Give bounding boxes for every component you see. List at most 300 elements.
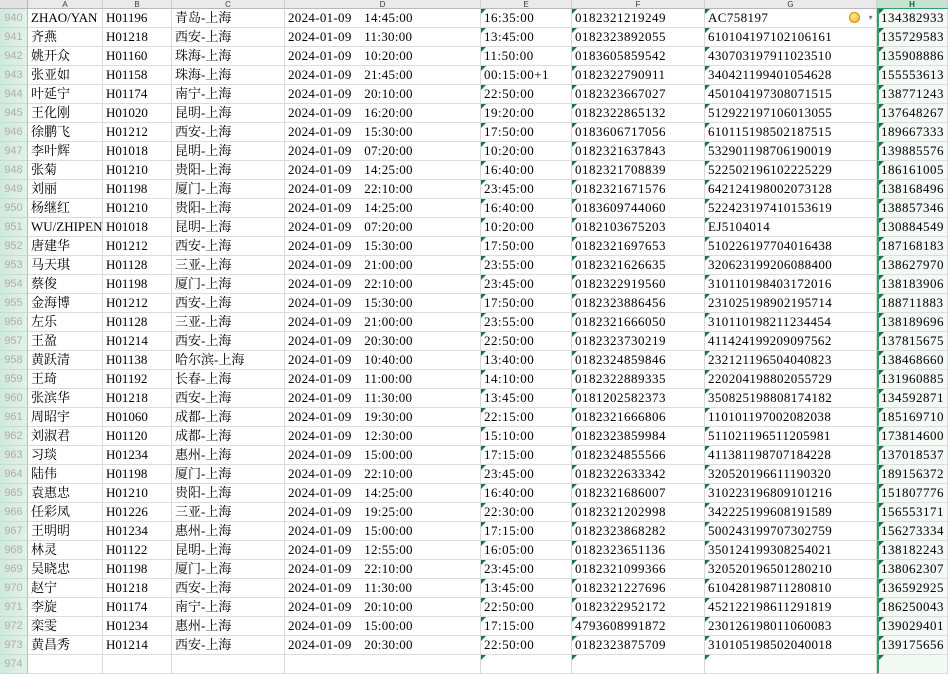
cell-ticket-number[interactable] (572, 503, 705, 522)
warning-dropdown-icon[interactable]: ▾ (868, 13, 873, 22)
row-header[interactable]: 940 (0, 9, 28, 28)
cell-phone-number[interactable] (877, 237, 948, 256)
cell-departure-datetime[interactable]: 2024-01-09 20:10:00 (285, 85, 481, 104)
cell-route[interactable]: 南宁-上海 (172, 598, 285, 617)
cell-departure-datetime[interactable]: 2024-01-09 21:00:00 (285, 256, 481, 275)
row-header[interactable]: 952 (0, 237, 28, 256)
cell-phone-number[interactable] (877, 218, 948, 237)
cell-departure-datetime[interactable]: 2024-01-09 11:30:00 (285, 389, 481, 408)
cell-phone-number[interactable] (877, 503, 948, 522)
cell-flight-number[interactable]: H01122 (103, 541, 172, 560)
row-header[interactable]: 947 (0, 142, 28, 161)
cell-phone-number[interactable] (877, 123, 948, 142)
cell-ticket-number[interactable] (572, 465, 705, 484)
column-header-a[interactable]: A (28, 0, 103, 9)
row-header[interactable]: 958 (0, 351, 28, 370)
cell-arrival-time[interactable] (481, 104, 572, 123)
cell-route[interactable]: 厦门-上海 (172, 180, 285, 199)
cell-arrival-time[interactable] (481, 47, 572, 66)
cell-flight-number[interactable]: H01218 (103, 389, 172, 408)
cell-departure-datetime[interactable]: 2024-01-09 07:20:00 (285, 142, 481, 161)
cell-route[interactable]: 厦门-上海 (172, 275, 285, 294)
row-header[interactable]: 972 (0, 617, 28, 636)
row-header[interactable]: 963 (0, 446, 28, 465)
row-header[interactable]: 968 (0, 541, 28, 560)
cell-passenger-name[interactable]: 王琦 (28, 370, 103, 389)
cell-flight-number[interactable]: H01196 (103, 9, 172, 28)
cell-route[interactable]: 昆明-上海 (172, 541, 285, 560)
cell-ticket-number[interactable] (572, 541, 705, 560)
cell-passenger-name[interactable]: 刘丽 (28, 180, 103, 199)
cell-flight-number[interactable]: H01128 (103, 313, 172, 332)
row-header[interactable]: 954 (0, 275, 28, 294)
cell-passenger-name[interactable]: 左乐 (28, 313, 103, 332)
row-header[interactable]: 961 (0, 408, 28, 427)
cell-id-number[interactable] (705, 237, 877, 256)
cell-arrival-time[interactable] (481, 598, 572, 617)
cell-ticket-number[interactable] (572, 237, 705, 256)
cell-phone-number[interactable] (877, 560, 948, 579)
cell-arrival-time[interactable] (481, 446, 572, 465)
cell-route[interactable]: 西安-上海 (172, 389, 285, 408)
cell-flight-number[interactable]: H01198 (103, 275, 172, 294)
cell-flight-number[interactable]: H01138 (103, 351, 172, 370)
row-header[interactable]: 974 (0, 655, 28, 674)
cell-flight-number[interactable]: H01174 (103, 598, 172, 617)
cell-passenger-name[interactable]: WU/ZHIPEN (28, 218, 103, 237)
cell-route[interactable]: 贵阳-上海 (172, 484, 285, 503)
cell-id-number[interactable] (705, 275, 877, 294)
cell-phone-number[interactable] (877, 579, 948, 598)
cell-route[interactable]: 惠州-上海 (172, 522, 285, 541)
cell-phone-number[interactable] (877, 617, 948, 636)
cell-id-number[interactable] (705, 142, 877, 161)
row-header[interactable]: 956 (0, 313, 28, 332)
cell-id-number[interactable] (705, 104, 877, 123)
cell-arrival-time[interactable] (481, 85, 572, 104)
select-all-corner[interactable] (0, 0, 28, 9)
cell-ticket-number[interactable] (572, 617, 705, 636)
cell-flight-number[interactable]: H01234 (103, 522, 172, 541)
cell-departure-datetime[interactable]: 2024-01-09 20:30:00 (285, 636, 481, 655)
cell-ticket-number[interactable] (572, 351, 705, 370)
cell-route[interactable]: 西安-上海 (172, 636, 285, 655)
cell-departure-datetime[interactable]: 2024-01-09 15:00:00 (285, 522, 481, 541)
cell-ticket-number[interactable] (572, 142, 705, 161)
row-header[interactable]: 951 (0, 218, 28, 237)
cell-phone-number[interactable] (877, 199, 948, 218)
cell-departure-datetime[interactable]: 2024-01-09 12:55:00 (285, 541, 481, 560)
cell-passenger-name[interactable]: ZHAO/YAN (28, 9, 103, 28)
cell-passenger-name[interactable]: 姚开众 (28, 47, 103, 66)
cell-arrival-time[interactable] (481, 256, 572, 275)
cell-route[interactable]: 珠海-上海 (172, 47, 285, 66)
cell-route[interactable]: 西安-上海 (172, 332, 285, 351)
cell-route[interactable]: 贵阳-上海 (172, 161, 285, 180)
cell-departure-datetime[interactable]: 2024-01-09 11:30:00 (285, 579, 481, 598)
cell-arrival-time[interactable] (481, 370, 572, 389)
cell-ticket-number[interactable] (572, 522, 705, 541)
cell-ticket-number[interactable] (572, 636, 705, 655)
cell-passenger-name[interactable]: 叶延宁 (28, 85, 103, 104)
cell-passenger-name[interactable]: 张亚如 (28, 66, 103, 85)
cell-flight-number[interactable]: H01198 (103, 560, 172, 579)
cell-ticket-number[interactable] (572, 427, 705, 446)
cell-passenger-name[interactable]: 王盈 (28, 332, 103, 351)
cell-id-number[interactable] (705, 370, 877, 389)
cell-phone-number[interactable] (877, 484, 948, 503)
cell-id-number[interactable] (705, 598, 877, 617)
cell-departure-datetime[interactable]: 2024-01-09 11:30:00 (285, 28, 481, 47)
cell-ticket-number[interactable] (572, 370, 705, 389)
cell-passenger-name[interactable]: 陆伟 (28, 465, 103, 484)
cell-id-number[interactable] (705, 256, 877, 275)
cell-phone-number[interactable] (877, 332, 948, 351)
cell-id-number[interactable] (705, 47, 877, 66)
cell-passenger-name[interactable]: 黄跃清 (28, 351, 103, 370)
cell-phone-number[interactable] (877, 47, 948, 66)
cell-phone-number[interactable] (877, 313, 948, 332)
cell-id-number[interactable] (705, 313, 877, 332)
cell-passenger-name[interactable]: 任彩凤 (28, 503, 103, 522)
cell-flight-number[interactable]: H01234 (103, 446, 172, 465)
cell-flight-number[interactable]: H01212 (103, 237, 172, 256)
cell-route[interactable] (172, 655, 285, 674)
cell-departure-datetime[interactable]: 2024-01-09 07:20:00 (285, 218, 481, 237)
cell-flight-number[interactable]: H01226 (103, 503, 172, 522)
cell-phone-number[interactable] (877, 294, 948, 313)
cell-departure-datetime[interactable]: 2024-01-09 21:45:00 (285, 66, 481, 85)
cell-arrival-time[interactable] (481, 351, 572, 370)
cell-passenger-name[interactable]: 齐燕 (28, 28, 103, 47)
row-header[interactable]: 941 (0, 28, 28, 47)
cell-route[interactable]: 厦门-上海 (172, 465, 285, 484)
cell-id-number[interactable] (705, 465, 877, 484)
cell-phone-number[interactable] (877, 351, 948, 370)
cell-arrival-time[interactable] (481, 636, 572, 655)
cell-flight-number[interactable]: H01214 (103, 636, 172, 655)
cell-phone-number[interactable] (877, 275, 948, 294)
cell-phone-number[interactable] (877, 446, 948, 465)
cell-phone-number[interactable] (877, 9, 948, 28)
cell-passenger-name[interactable]: 王明明 (28, 522, 103, 541)
row-header[interactable]: 945 (0, 104, 28, 123)
cell-arrival-time[interactable] (481, 218, 572, 237)
cell-phone-number[interactable] (877, 28, 948, 47)
cell-ticket-number[interactable] (572, 579, 705, 598)
cell-passenger-name[interactable]: 栾雯 (28, 617, 103, 636)
cell-departure-datetime[interactable]: 2024-01-09 20:30:00 (285, 332, 481, 351)
cell-route[interactable]: 西安-上海 (172, 123, 285, 142)
cell-flight-number[interactable]: H01218 (103, 28, 172, 47)
row-header[interactable]: 949 (0, 180, 28, 199)
cell-arrival-time[interactable] (481, 522, 572, 541)
cell-departure-datetime[interactable]: 2024-01-09 22:10:00 (285, 560, 481, 579)
cell-arrival-time[interactable] (481, 237, 572, 256)
cell-ticket-number[interactable] (572, 199, 705, 218)
cell-phone-number[interactable] (877, 104, 948, 123)
cell-ticket-number[interactable] (572, 313, 705, 332)
cell-route[interactable]: 珠海-上海 (172, 66, 285, 85)
cell-arrival-time[interactable] (481, 142, 572, 161)
cell-ticket-number[interactable] (572, 123, 705, 142)
cell-departure-datetime[interactable]: 2024-01-09 11:00:00 (285, 370, 481, 389)
cell-arrival-time[interactable] (481, 180, 572, 199)
cell-route[interactable]: 惠州-上海 (172, 446, 285, 465)
cell-flight-number[interactable]: H01160 (103, 47, 172, 66)
cell-departure-datetime[interactable]: 2024-01-09 15:30:00 (285, 123, 481, 142)
cell-flight-number[interactable]: H01198 (103, 465, 172, 484)
cell-ticket-number[interactable] (572, 104, 705, 123)
cell-arrival-time[interactable] (481, 28, 572, 47)
cell-phone-number[interactable] (877, 85, 948, 104)
row-header[interactable]: 967 (0, 522, 28, 541)
cell-flight-number[interactable]: H01174 (103, 85, 172, 104)
cell-arrival-time[interactable] (481, 332, 572, 351)
cell-id-number[interactable] (705, 218, 877, 237)
cell-ticket-number[interactable] (572, 47, 705, 66)
cell-phone-number[interactable] (877, 389, 948, 408)
cell-arrival-time[interactable] (481, 199, 572, 218)
cell-arrival-time[interactable] (481, 389, 572, 408)
cell-departure-datetime[interactable]: 2024-01-09 14:25:00 (285, 484, 481, 503)
cell-departure-datetime[interactable]: 2024-01-09 12:30:00 (285, 427, 481, 446)
cell-departure-datetime[interactable]: 2024-01-09 14:25:00 (285, 199, 481, 218)
cell-arrival-time[interactable] (481, 66, 572, 85)
cell-flight-number[interactable]: H01020 (103, 104, 172, 123)
cell-ticket-number[interactable] (572, 655, 705, 674)
cell-passenger-name[interactable]: 周昭宇 (28, 408, 103, 427)
cell-departure-datetime[interactable]: 2024-01-09 19:25:00 (285, 503, 481, 522)
row-header[interactable]: 966 (0, 503, 28, 522)
cell-flight-number[interactable]: H01214 (103, 332, 172, 351)
cell-flight-number[interactable]: H01210 (103, 161, 172, 180)
cell-passenger-name[interactable]: 林灵 (28, 541, 103, 560)
cell-route[interactable]: 长春-上海 (172, 370, 285, 389)
cell-arrival-time[interactable] (481, 541, 572, 560)
cell-route[interactable]: 厦门-上海 (172, 560, 285, 579)
cell-flight-number[interactable]: H01192 (103, 370, 172, 389)
cell-phone-number[interactable] (877, 655, 948, 674)
cell-id-number[interactable] (705, 579, 877, 598)
cell-phone-number[interactable] (877, 427, 948, 446)
cell-flight-number[interactable]: H01158 (103, 66, 172, 85)
cell-id-number[interactable] (705, 199, 877, 218)
column-header-e[interactable]: E (481, 0, 572, 9)
cell-phone-number[interactable] (877, 465, 948, 484)
cell-departure-datetime[interactable]: 2024-01-09 14:25:00 (285, 161, 481, 180)
cell-id-number[interactable] (705, 123, 877, 142)
cell-arrival-time[interactable] (481, 560, 572, 579)
cell-passenger-name[interactable]: 金海博 (28, 294, 103, 313)
cell-departure-datetime[interactable]: 2024-01-09 14:45:00 (285, 9, 481, 28)
cell-id-number[interactable] (705, 617, 877, 636)
cell-id-number[interactable] (705, 446, 877, 465)
cell-departure-datetime[interactable]: 2024-01-09 15:00:00 (285, 446, 481, 465)
cell-flight-number[interactable]: H01212 (103, 123, 172, 142)
cell-arrival-time[interactable] (481, 484, 572, 503)
cell-flight-number[interactable]: H01018 (103, 142, 172, 161)
cell-phone-number[interactable] (877, 598, 948, 617)
cell-arrival-time[interactable] (481, 617, 572, 636)
cell-arrival-time[interactable] (481, 313, 572, 332)
cell-departure-datetime[interactable]: 2024-01-09 15:30:00 (285, 294, 481, 313)
cell-id-number[interactable] (705, 636, 877, 655)
cell-phone-number[interactable] (877, 370, 948, 389)
column-header-g[interactable]: G (705, 0, 877, 9)
cell-id-number[interactable] (705, 180, 877, 199)
cell-passenger-name[interactable]: 吴晓忠 (28, 560, 103, 579)
cell-route[interactable]: 惠州-上海 (172, 617, 285, 636)
cell-route[interactable]: 西安-上海 (172, 237, 285, 256)
row-header[interactable]: 971 (0, 598, 28, 617)
cell-arrival-time[interactable] (481, 275, 572, 294)
column-header-d[interactable]: D (285, 0, 481, 9)
cell-route[interactable]: 青岛-上海 (172, 9, 285, 28)
cell-ticket-number[interactable] (572, 332, 705, 351)
cell-passenger-name[interactable]: 李叶辉 (28, 142, 103, 161)
cell-departure-datetime[interactable] (285, 655, 481, 674)
cell-route[interactable]: 三亚-上海 (172, 313, 285, 332)
cell-flight-number[interactable]: H01218 (103, 579, 172, 598)
cell-route[interactable]: 哈尔滨-上海 (172, 351, 285, 370)
cell-id-number[interactable] (705, 332, 877, 351)
cell-departure-datetime[interactable]: 2024-01-09 15:30:00 (285, 237, 481, 256)
cell-passenger-name[interactable]: 袁惠忠 (28, 484, 103, 503)
cell-route[interactable]: 三亚-上海 (172, 256, 285, 275)
cell-route[interactable]: 三亚-上海 (172, 503, 285, 522)
row-header[interactable]: 970 (0, 579, 28, 598)
cell-ticket-number[interactable] (572, 446, 705, 465)
cell-ticket-number[interactable] (572, 85, 705, 104)
cell-id-number[interactable] (705, 560, 877, 579)
cell-arrival-time[interactable] (481, 579, 572, 598)
cell-phone-number[interactable] (877, 541, 948, 560)
cell-arrival-time[interactable] (481, 655, 572, 674)
cell-flight-number[interactable]: H01210 (103, 199, 172, 218)
cell-id-number[interactable] (705, 351, 877, 370)
cell-departure-datetime[interactable]: 2024-01-09 16:20:00 (285, 104, 481, 123)
cell-arrival-time[interactable] (481, 465, 572, 484)
cell-id-number[interactable] (705, 9, 877, 28)
row-header[interactable]: 953 (0, 256, 28, 275)
cell-flight-number[interactable]: H01212 (103, 294, 172, 313)
cell-id-number[interactable] (705, 66, 877, 85)
cell-passenger-name[interactable]: 徐鹏飞 (28, 123, 103, 142)
cell-id-number[interactable] (705, 427, 877, 446)
cell-flight-number[interactable]: H01060 (103, 408, 172, 427)
cell-departure-datetime[interactable]: 2024-01-09 22:10:00 (285, 275, 481, 294)
cell-ticket-number[interactable] (572, 389, 705, 408)
cell-id-number[interactable] (705, 28, 877, 47)
cell-ticket-number[interactable] (572, 161, 705, 180)
row-header[interactable]: 950 (0, 199, 28, 218)
cell-route[interactable]: 昆明-上海 (172, 218, 285, 237)
cell-passenger-name[interactable]: 赵宁 (28, 579, 103, 598)
cell-ticket-number[interactable] (572, 275, 705, 294)
row-header[interactable]: 957 (0, 332, 28, 351)
cell-passenger-name[interactable]: 习琰 (28, 446, 103, 465)
cell-ticket-number[interactable] (572, 484, 705, 503)
cell-passenger-name[interactable]: 张菊 (28, 161, 103, 180)
cell-passenger-name[interactable]: 刘淑君 (28, 427, 103, 446)
cell-arrival-time[interactable] (481, 427, 572, 446)
cell-id-number[interactable] (705, 161, 877, 180)
cell-flight-number[interactable]: H01128 (103, 256, 172, 275)
cell-id-number[interactable] (705, 408, 877, 427)
cell-phone-number[interactable] (877, 256, 948, 275)
cell-route[interactable]: 西安-上海 (172, 294, 285, 313)
cell-phone-number[interactable] (877, 522, 948, 541)
row-header[interactable]: 965 (0, 484, 28, 503)
cell-departure-datetime[interactable]: 2024-01-09 22:10:00 (285, 180, 481, 199)
cell-route[interactable]: 南宁-上海 (172, 85, 285, 104)
cell-route[interactable]: 昆明-上海 (172, 104, 285, 123)
cell-ticket-number[interactable] (572, 294, 705, 313)
cell-phone-number[interactable] (877, 408, 948, 427)
row-header[interactable]: 964 (0, 465, 28, 484)
cell-passenger-name[interactable]: 王化刚 (28, 104, 103, 123)
error-warning-icon[interactable] (849, 12, 860, 23)
cell-phone-number[interactable] (877, 636, 948, 655)
cell-departure-datetime[interactable]: 2024-01-09 21:00:00 (285, 313, 481, 332)
cell-route[interactable]: 昆明-上海 (172, 142, 285, 161)
cell-flight-number[interactable]: H01018 (103, 218, 172, 237)
cell-passenger-name[interactable]: 李旋 (28, 598, 103, 617)
cell-id-number[interactable] (705, 85, 877, 104)
cell-departure-datetime[interactable]: 2024-01-09 20:10:00 (285, 598, 481, 617)
column-header-h-selected[interactable]: H (877, 0, 948, 9)
cell-passenger-name[interactable]: 杨继红 (28, 199, 103, 218)
row-header[interactable]: 969 (0, 560, 28, 579)
row-header[interactable]: 948 (0, 161, 28, 180)
row-header[interactable]: 946 (0, 123, 28, 142)
cell-arrival-time[interactable] (481, 408, 572, 427)
cell-flight-number[interactable]: H01120 (103, 427, 172, 446)
cell-ticket-number[interactable] (572, 180, 705, 199)
row-header[interactable]: 959 (0, 370, 28, 389)
cell-ticket-number[interactable] (572, 66, 705, 85)
cell-id-number[interactable] (705, 484, 877, 503)
cell-departure-datetime[interactable]: 2024-01-09 10:40:00 (285, 351, 481, 370)
cell-arrival-time[interactable] (481, 294, 572, 313)
row-header[interactable]: 962 (0, 427, 28, 446)
cell-ticket-number[interactable] (572, 598, 705, 617)
cell-ticket-number[interactable] (572, 560, 705, 579)
cell-passenger-name[interactable]: 唐建华 (28, 237, 103, 256)
cell-departure-datetime[interactable]: 2024-01-09 19:30:00 (285, 408, 481, 427)
row-header[interactable]: 955 (0, 294, 28, 313)
row-header[interactable]: 960 (0, 389, 28, 408)
cell-route[interactable]: 贵阳-上海 (172, 199, 285, 218)
cell-departure-datetime[interactable]: 2024-01-09 10:20:00 (285, 47, 481, 66)
cell-passenger-name[interactable]: 蔡俊 (28, 275, 103, 294)
cell-id-number[interactable] (705, 522, 877, 541)
cell-ticket-number[interactable] (572, 28, 705, 47)
cell-route[interactable]: 西安-上海 (172, 28, 285, 47)
cell-arrival-time[interactable] (481, 9, 572, 28)
cell-route[interactable]: 西安-上海 (172, 579, 285, 598)
cell-route[interactable]: 成都-上海 (172, 427, 285, 446)
cell-phone-number[interactable] (877, 161, 948, 180)
cell-departure-datetime[interactable]: 2024-01-09 15:00:00 (285, 617, 481, 636)
column-header-c[interactable]: C (172, 0, 285, 9)
cell-id-number[interactable] (705, 655, 877, 674)
cell-arrival-time[interactable] (481, 503, 572, 522)
cell-flight-number[interactable] (103, 655, 172, 674)
cell-route[interactable]: 成都-上海 (172, 408, 285, 427)
cell-passenger-name[interactable]: 马天琪 (28, 256, 103, 275)
